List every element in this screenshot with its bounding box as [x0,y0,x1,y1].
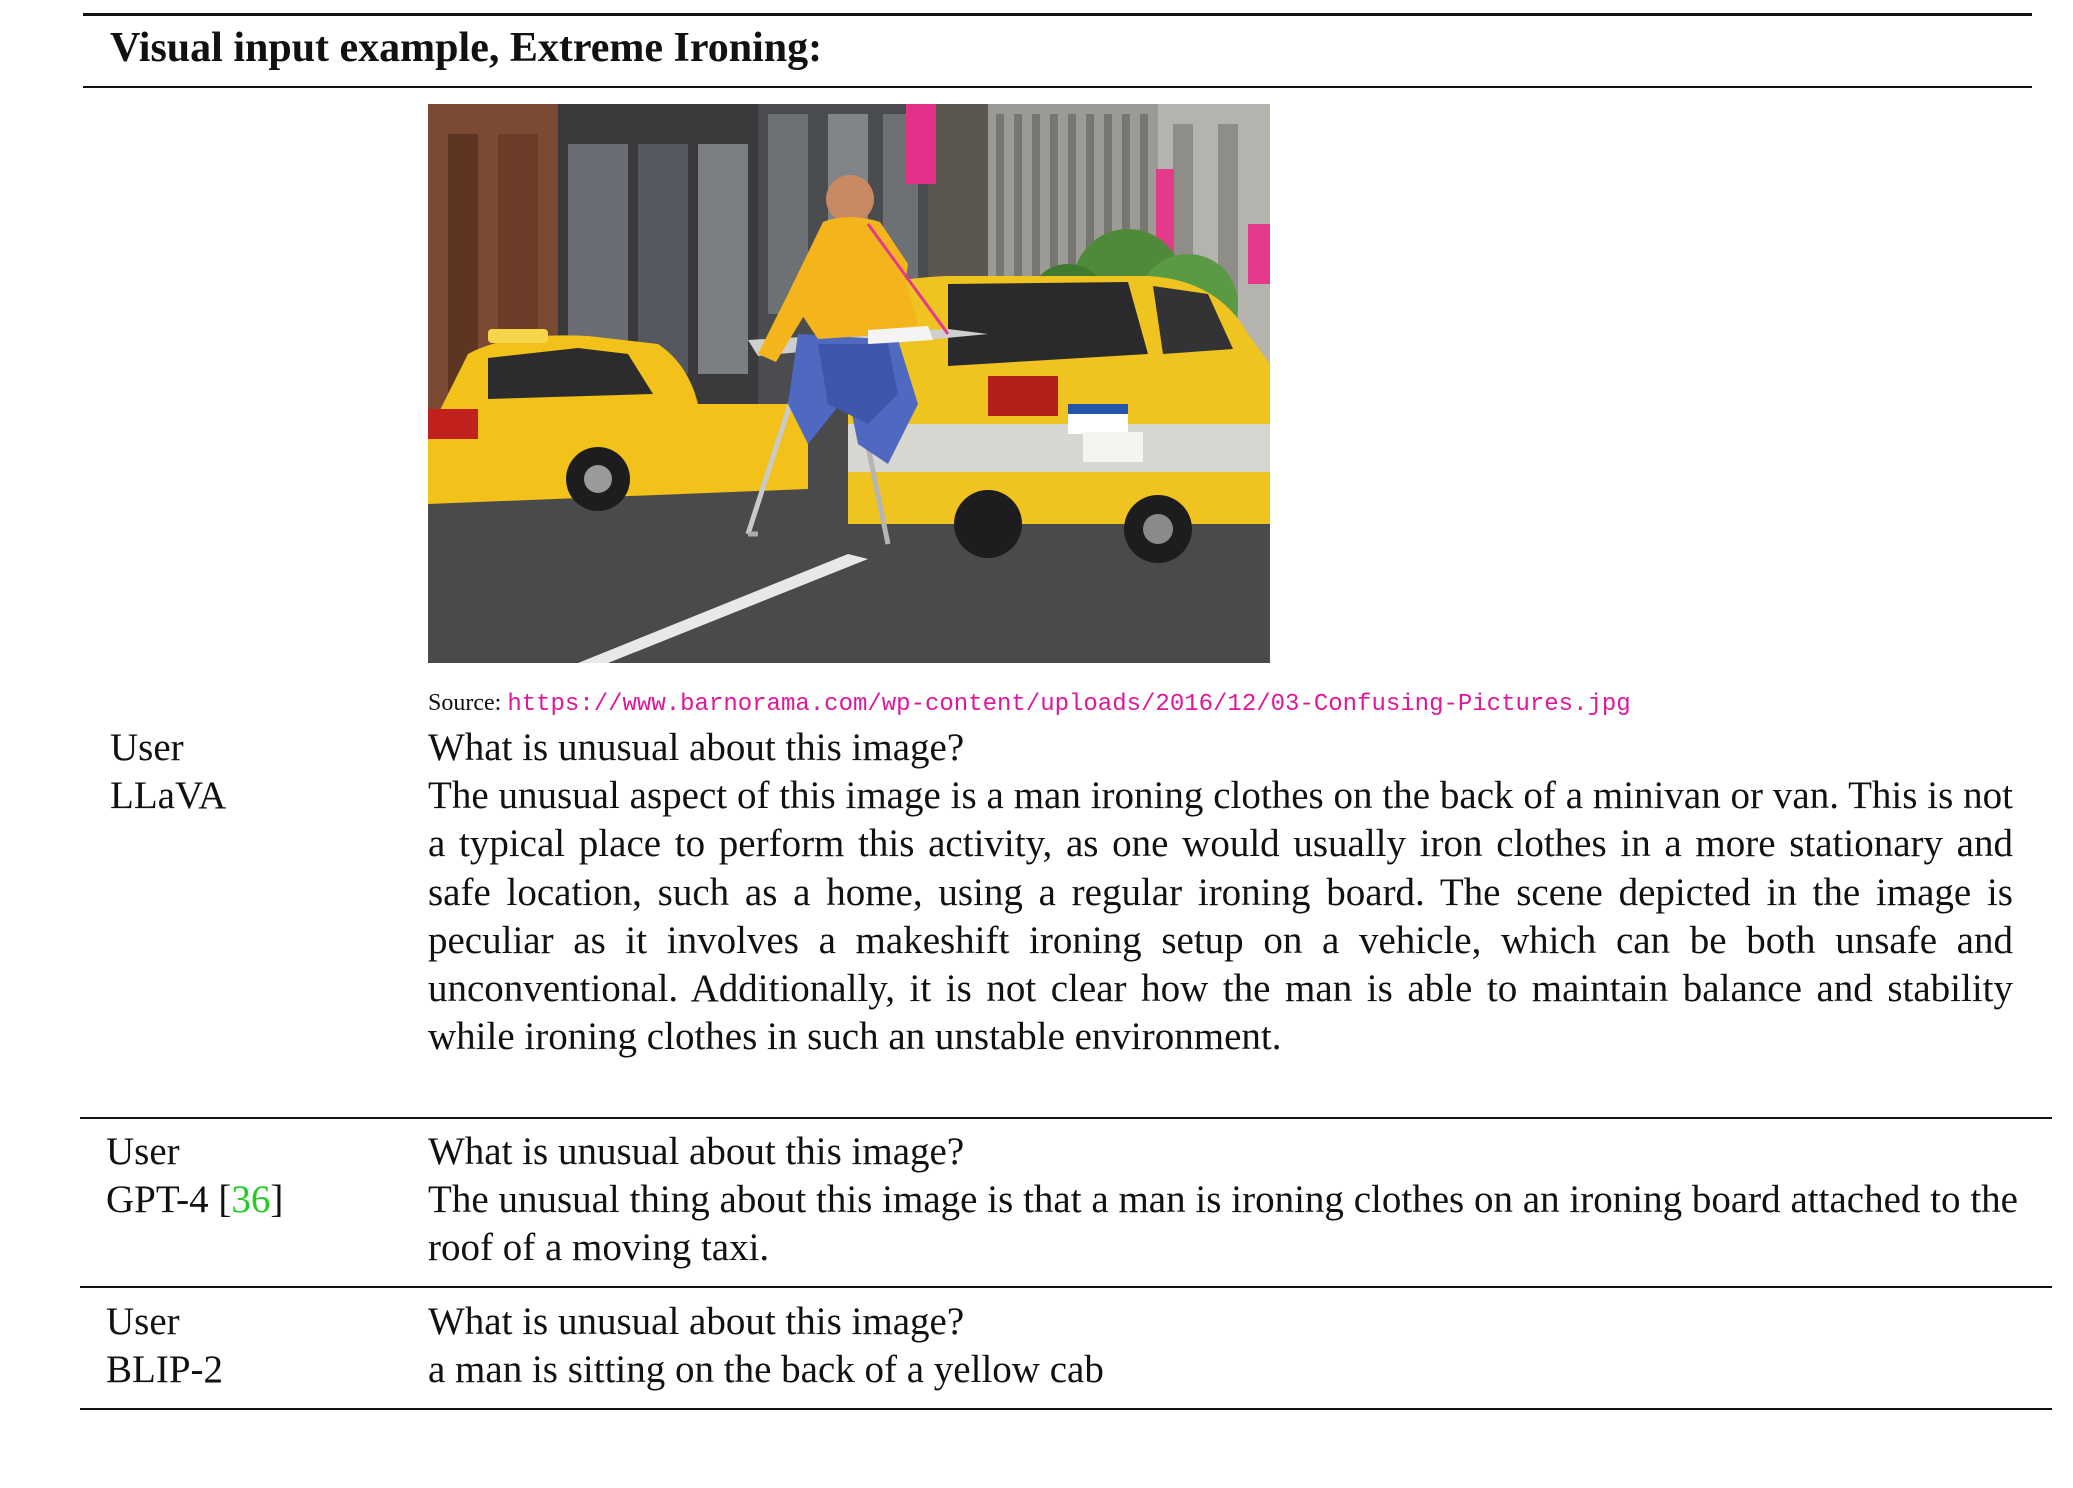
row3-user-label: User [106,1300,180,1343]
top-rule [83,13,2032,16]
header-rule [83,86,2032,88]
row2-model-label [106,1176,283,1224]
row3-question: What is unusual about this image? [428,1300,965,1343]
source-label: Source: [428,690,502,716]
row2-rule [80,1286,2052,1288]
row3-answer: a man is sitting on the back of a yellow cab [428,1348,1104,1391]
row1-answer: The unusual aspect of this image is a man ironing clothes on the back of a minivan or van. This is not a typical place to perform this activity, as one would usually iron clothes in a more stationary and safe location, such as a home, using a regular ironing board. The scene depicted in the image is peculiar as it involves a makeshift ironing setup on a vehicle, which can be both unsafe and unconventional. Additionally, it is not clear how the man is able to maintain balance and stability while ironing clothes in such an unstable environment. [428,774,2013,1059]
citation-link[interactable]: 36 [231,1178,271,1221]
row1-rule [80,1117,2052,1119]
row2-question: What is unusual about this image? [428,1130,965,1173]
row1-user-label: User [110,726,184,769]
row1-question: What is unusual about this image? [428,726,965,769]
row2-user-label: User [106,1130,180,1173]
row2-model-name: GPT-4 [ [106,1178,232,1221]
source-url-link[interactable]: https://www.barnorama.com/wp-content/uploads/2016/12/03-Confusing-Pictures.jpg [507,691,1631,718]
table-title: Visual input example, Extreme Ironing: [110,25,823,71]
image-source [428,690,1631,718]
row2-model-close: ] [270,1178,284,1221]
extreme-ironing-photo [428,104,1270,663]
row3-model-label: BLIP-2 [106,1348,223,1391]
bottom-rule [80,1408,2052,1410]
row2-answer: The unusual thing about this image is that a man is ironing clothes on an ironing board attached to the roof of a moving taxi. [428,1178,2018,1270]
row1-model-label: LLaVA [110,774,227,817]
